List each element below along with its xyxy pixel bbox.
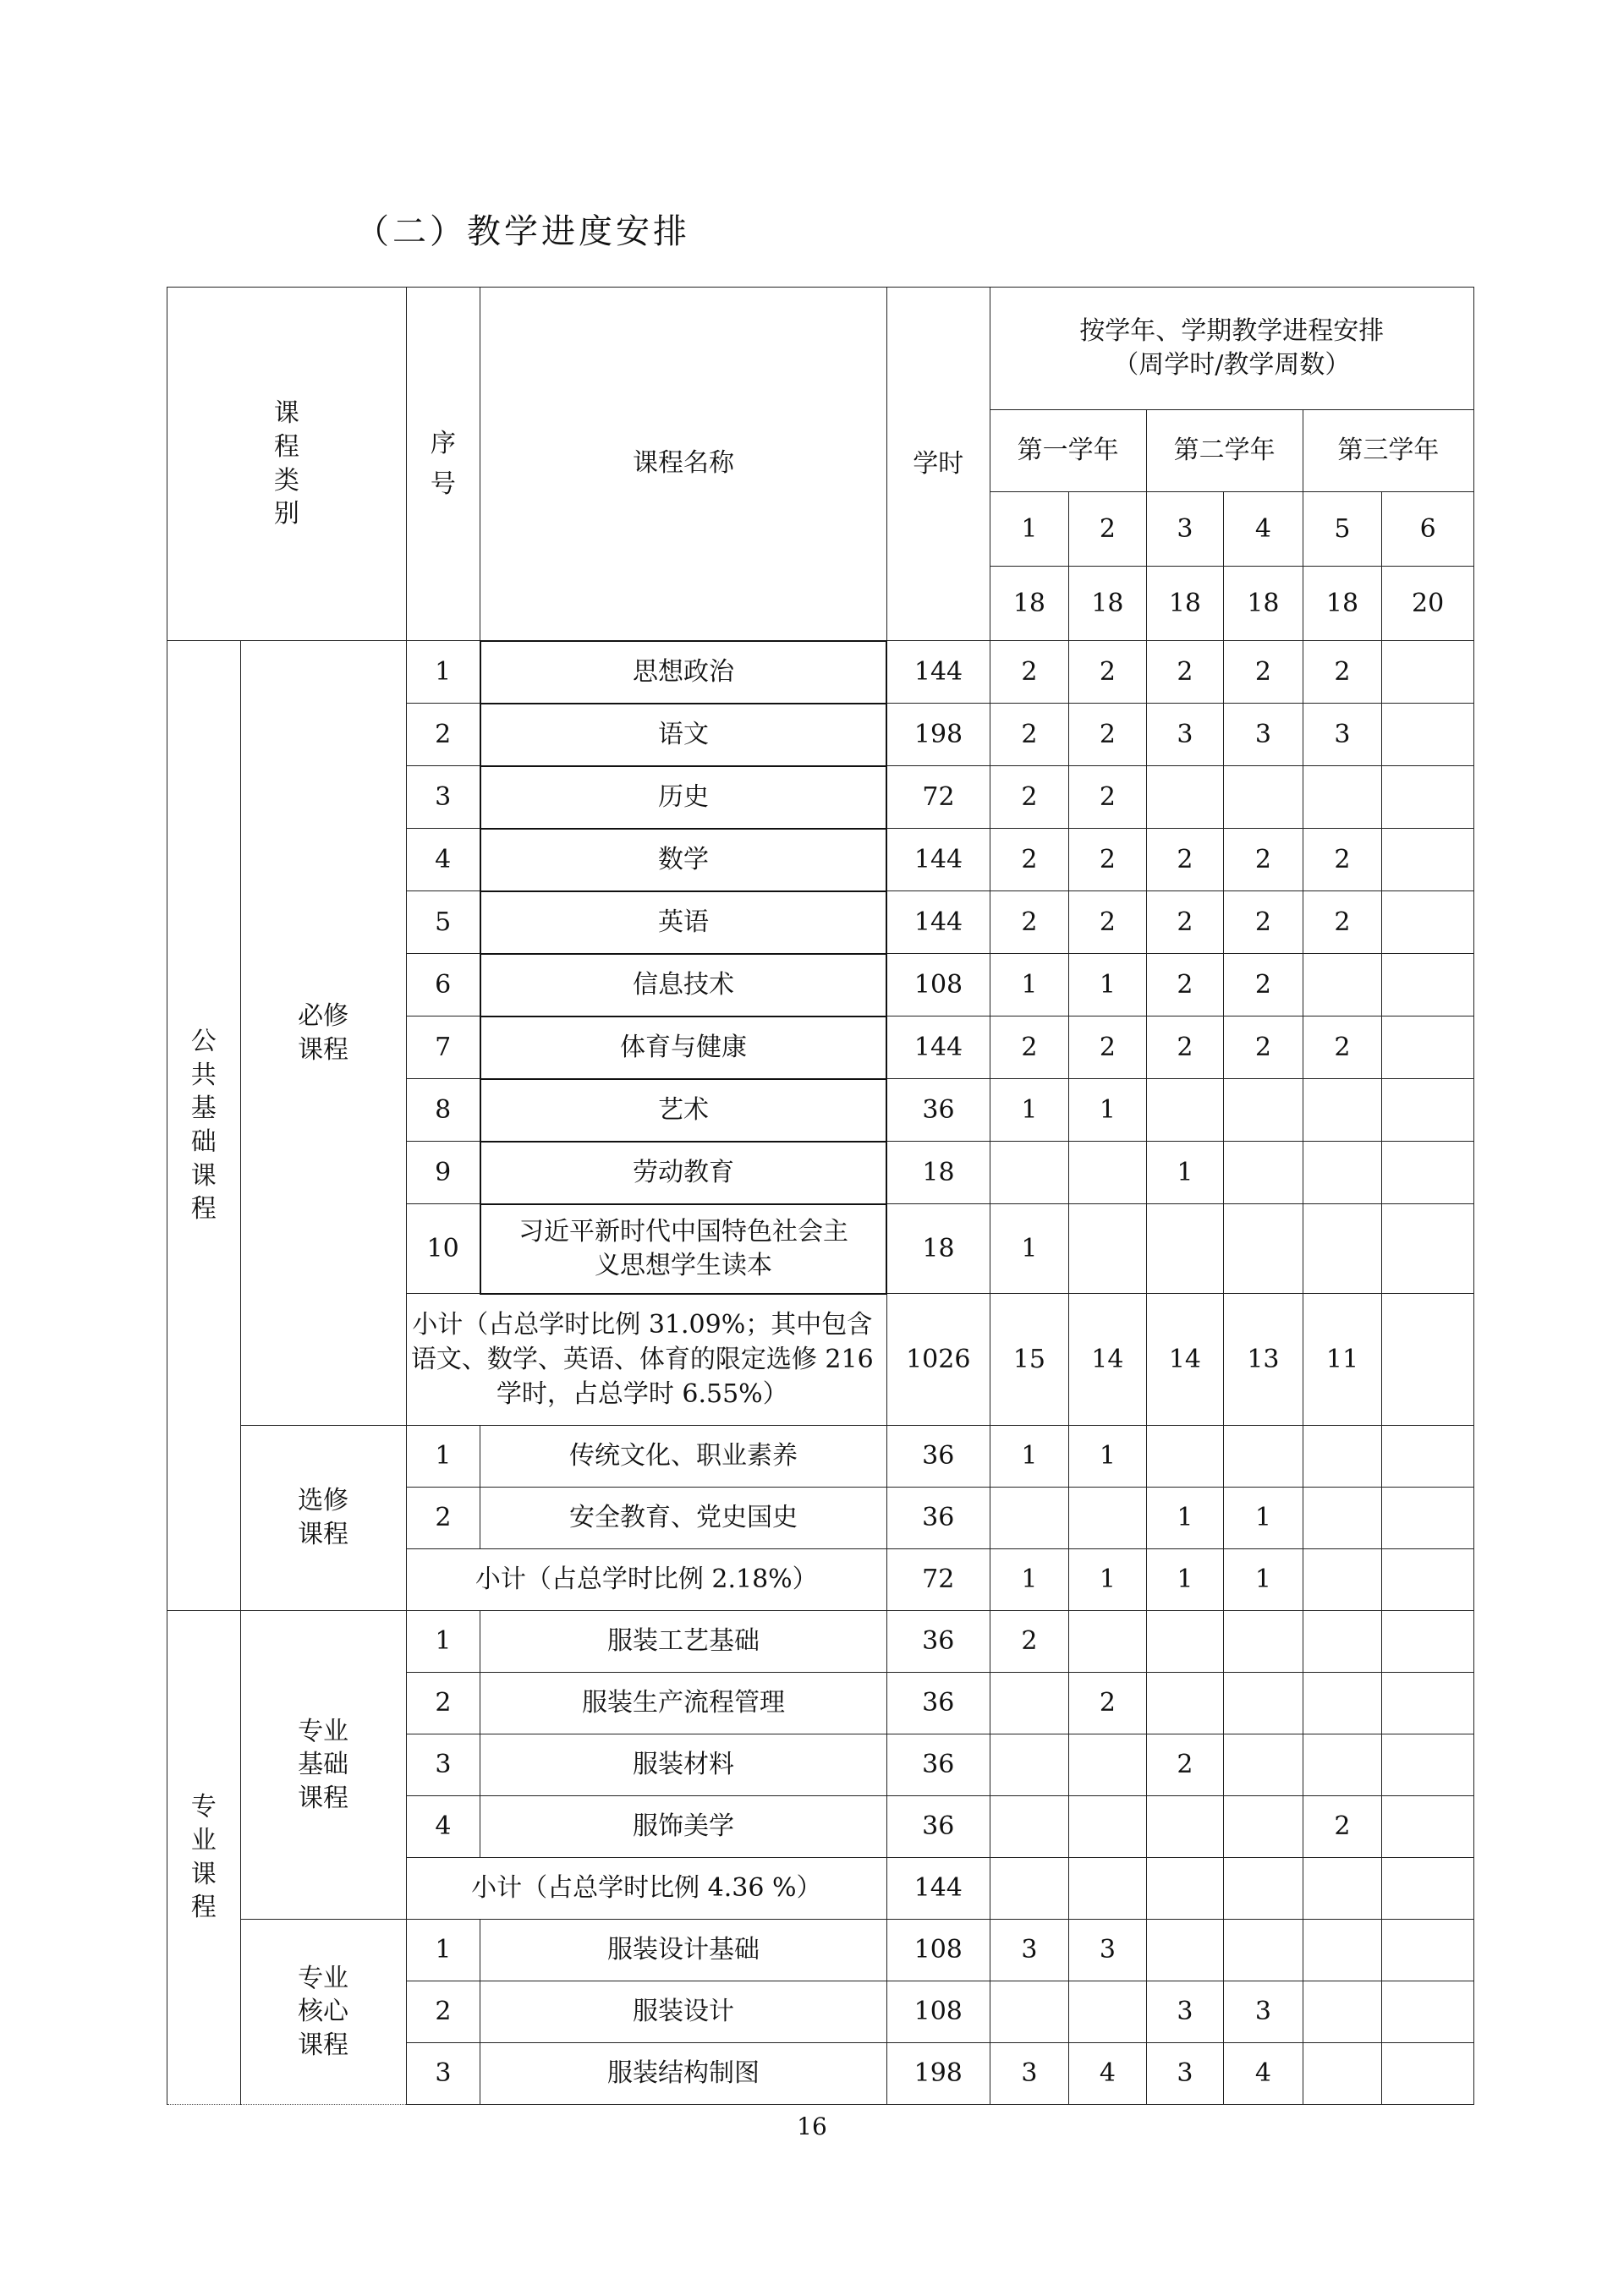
row-course-name: 服装生产流程管理 xyxy=(480,1673,887,1734)
row-sem xyxy=(1382,1016,1474,1079)
row-sem xyxy=(1382,829,1474,891)
row-seq: 3 xyxy=(406,2043,480,2105)
row-seq: 8 xyxy=(406,1079,480,1142)
row-sem xyxy=(1224,1611,1303,1673)
header-schedule xyxy=(990,288,1473,410)
row-hours: 108 xyxy=(886,1981,990,2043)
row-sem: 2 xyxy=(1146,954,1224,1016)
row-sem xyxy=(1069,1734,1147,1796)
row-sem: 3 xyxy=(1224,704,1303,766)
header-year-2: 第二学年 xyxy=(1146,410,1303,492)
group-required-text: 必修课程 xyxy=(298,1000,349,1065)
row-course-name: 数学 xyxy=(480,829,887,891)
row-sem xyxy=(1224,1079,1303,1142)
row-sem: 3 xyxy=(1069,1920,1147,1981)
row-sem: 2 xyxy=(1224,891,1303,954)
row-course-name: 艺术 xyxy=(480,1079,887,1142)
row-sem xyxy=(1303,1079,1382,1142)
row-sem: 1 xyxy=(990,954,1069,1016)
row-seq: 2 xyxy=(406,1673,480,1734)
row-hours: 198 xyxy=(886,2043,990,2105)
row-sem: 1 xyxy=(1224,1488,1303,1549)
group-major-basic xyxy=(240,1611,406,1920)
row-hours: 18 xyxy=(886,1204,990,1294)
major-basic-subtotal-hours: 144 xyxy=(886,1858,990,1920)
header-year-3: 第三学年 xyxy=(1303,410,1473,492)
major-basic-subtotal-sem xyxy=(990,1858,1069,1920)
row-seq: 6 xyxy=(406,954,480,1016)
row-seq: 7 xyxy=(406,1016,480,1079)
row-sem xyxy=(1382,1981,1474,2043)
header-semester-6: 6 xyxy=(1382,492,1474,567)
row-sem xyxy=(1303,766,1382,829)
header-hours: 学时 xyxy=(886,288,990,641)
row-sem xyxy=(1224,1426,1303,1488)
row-sem xyxy=(1069,1488,1147,1549)
row-seq: 1 xyxy=(406,641,480,704)
row-sem xyxy=(1303,1142,1382,1204)
row-sem xyxy=(1382,891,1474,954)
row-sem: 1 xyxy=(990,1079,1069,1142)
header-weeks-3: 18 xyxy=(1146,567,1224,641)
row-sem xyxy=(990,1981,1069,2043)
row-course-name: 服装工艺基础 xyxy=(480,1611,887,1673)
row-hours: 72 xyxy=(886,766,990,829)
group-public-basic xyxy=(167,641,241,1611)
row-sem xyxy=(1382,704,1474,766)
row-hours: 144 xyxy=(886,891,990,954)
row-sem: 2 xyxy=(1069,829,1147,891)
row-sem xyxy=(1303,1488,1382,1549)
group-major-basic-text: 专业基础课程 xyxy=(298,1716,349,1813)
row-sem xyxy=(1146,1204,1224,1294)
row-sem xyxy=(1146,1920,1224,1981)
row-sem: 1 xyxy=(1069,954,1147,1016)
row-hours: 36 xyxy=(886,1488,990,1549)
row-course-name: 英语 xyxy=(480,891,887,954)
row-sem: 3 xyxy=(990,2043,1069,2105)
header-semester-1: 1 xyxy=(990,492,1069,567)
row-hours: 144 xyxy=(886,829,990,891)
group-major xyxy=(167,1611,241,2105)
row-sem: 3 xyxy=(1146,1981,1224,2043)
row-hours: 108 xyxy=(886,1920,990,1981)
major-basic-subtotal-sem xyxy=(1303,1858,1382,1920)
header-category-text: 课程类别 xyxy=(273,398,299,529)
row-sem: 1 xyxy=(1069,1079,1147,1142)
header-semester-3: 3 xyxy=(1146,492,1224,567)
row-course-name: 信息技术 xyxy=(480,954,887,1016)
row-course-name: 思想政治 xyxy=(480,641,887,704)
header-seq-text: 序号 xyxy=(430,428,456,499)
table-body xyxy=(167,641,1474,2105)
row-sem xyxy=(1069,1204,1147,1294)
row-sem xyxy=(1303,954,1382,1016)
group-elective-text: 选修课程 xyxy=(298,1486,349,1549)
row-sem xyxy=(990,1796,1069,1858)
row-sem xyxy=(1224,766,1303,829)
row-sem: 4 xyxy=(1069,2043,1147,2105)
row-sem: 2 xyxy=(1224,641,1303,704)
row-hours: 18 xyxy=(886,1142,990,1204)
row-course-name: 服装材料 xyxy=(480,1734,887,1796)
row-course-name: 体育与健康 xyxy=(480,1016,887,1079)
row-hours: 36 xyxy=(886,1079,990,1142)
row-sem xyxy=(1146,766,1224,829)
row-seq: 10 xyxy=(406,1204,480,1294)
row-course-name: 历史 xyxy=(480,766,887,829)
elective-subtotal-label: 小计（占总学时比例 2.18%） xyxy=(406,1549,886,1611)
group-elective xyxy=(240,1426,406,1611)
row-sem: 4 xyxy=(1224,2043,1303,2105)
required-subtotal-sem: 13 xyxy=(1224,1294,1303,1426)
header-weeks-6: 20 xyxy=(1382,567,1474,641)
elective-subtotal-sem: 1 xyxy=(1224,1549,1303,1611)
row-sem xyxy=(1146,1426,1224,1488)
row-sem: 2 xyxy=(1303,1016,1382,1079)
row-sem xyxy=(1146,1673,1224,1734)
row-course-name: 服装设计 xyxy=(480,1981,887,2043)
header-category xyxy=(167,288,407,641)
row-sem xyxy=(1146,1611,1224,1673)
row-sem xyxy=(1382,1673,1474,1734)
row-sem xyxy=(1069,1981,1147,2043)
required-subtotal-sem xyxy=(1382,1294,1474,1426)
section-title: （二）教学进度安排 xyxy=(355,212,690,251)
row-course-name-text: 习近平新时代中国特色社会主义思想学生读本 xyxy=(518,1216,849,1280)
row-sem xyxy=(990,1142,1069,1204)
header-schedule-sub: （周学时/教学周数） xyxy=(1113,350,1351,380)
row-sem: 2 xyxy=(990,704,1069,766)
row-sem xyxy=(1146,1796,1224,1858)
row-sem xyxy=(1382,1611,1474,1673)
row-hours: 36 xyxy=(886,1734,990,1796)
header-semester-4: 4 xyxy=(1224,492,1303,567)
row-sem: 2 xyxy=(1303,641,1382,704)
row-sem: 2 xyxy=(990,1611,1069,1673)
row-sem: 3 xyxy=(1146,2043,1224,2105)
row-sem: 2 xyxy=(1146,1734,1224,1796)
major-basic-subtotal-sem xyxy=(1146,1858,1224,1920)
row-course-name: 服装结构制图 xyxy=(480,2043,887,2105)
header-year-1: 第一学年 xyxy=(990,410,1146,492)
required-subtotal-hours: 1026 xyxy=(886,1294,990,1426)
required-subtotal-sem: 14 xyxy=(1069,1294,1147,1426)
row-sem xyxy=(1382,1079,1474,1142)
row-sem: 1 xyxy=(1069,1426,1147,1488)
row-sem xyxy=(1382,1142,1474,1204)
major-basic-subtotal-label: 小计（占总学时比例 4.36 %） xyxy=(406,1858,886,1920)
elective-subtotal-sem: 1 xyxy=(1069,1549,1147,1611)
header-weeks-5: 18 xyxy=(1303,567,1382,641)
row-sem: 2 xyxy=(1146,891,1224,954)
row-sem xyxy=(1382,1426,1474,1488)
row-hours: 144 xyxy=(886,641,990,704)
row-sem: 2 xyxy=(1069,891,1147,954)
row-course-name: 服装设计基础 xyxy=(480,1920,887,1981)
row-seq: 2 xyxy=(406,1981,480,2043)
row-sem xyxy=(990,1488,1069,1549)
row-sem xyxy=(1303,1981,1382,2043)
row-course-name: 语文 xyxy=(480,704,887,766)
row-sem xyxy=(1224,1796,1303,1858)
row-sem: 2 xyxy=(990,1016,1069,1079)
row-hours: 36 xyxy=(886,1796,990,1858)
row-sem: 2 xyxy=(1146,641,1224,704)
row-sem xyxy=(1382,954,1474,1016)
row-sem xyxy=(1069,1142,1147,1204)
row-sem xyxy=(1303,1611,1382,1673)
row-sem xyxy=(1382,766,1474,829)
row-sem xyxy=(1382,2043,1474,2105)
row-sem: 3 xyxy=(1146,704,1224,766)
row-sem: 2 xyxy=(1069,641,1147,704)
row-sem: 2 xyxy=(1069,704,1147,766)
required-subtotal-sem: 14 xyxy=(1146,1294,1224,1426)
major-basic-subtotal-sem xyxy=(1382,1858,1474,1920)
row-sem: 3 xyxy=(1224,1981,1303,2043)
row-seq: 2 xyxy=(406,1488,480,1549)
row-hours: 36 xyxy=(886,1611,990,1673)
row-sem xyxy=(1069,1611,1147,1673)
row-hours: 36 xyxy=(886,1673,990,1734)
row-sem xyxy=(1224,1673,1303,1734)
row-sem: 2 xyxy=(990,829,1069,891)
header-seq xyxy=(406,288,480,641)
elective-subtotal-sem: 1 xyxy=(990,1549,1069,1611)
row-sem: 2 xyxy=(1224,1016,1303,1079)
row-sem xyxy=(1382,1796,1474,1858)
row-seq: 2 xyxy=(406,704,480,766)
row-course-name: 传统文化、职业素养 xyxy=(480,1426,887,1488)
elective-subtotal-sem: 1 xyxy=(1146,1549,1224,1611)
row-seq: 4 xyxy=(406,1796,480,1858)
row-seq: 3 xyxy=(406,1734,480,1796)
row-sem: 2 xyxy=(990,766,1069,829)
row-sem: 2 xyxy=(1303,1796,1382,1858)
row-sem: 2 xyxy=(990,891,1069,954)
row-seq: 9 xyxy=(406,1142,480,1204)
row-sem: 2 xyxy=(1069,766,1147,829)
header-weeks-2: 18 xyxy=(1069,567,1147,641)
row-sem xyxy=(1303,1673,1382,1734)
header-schedule-title: 按学年、学期教学进程安排 xyxy=(1079,316,1385,347)
group-major-core xyxy=(240,1920,406,2105)
row-sem xyxy=(1382,1734,1474,1796)
row-sem: 2 xyxy=(990,641,1069,704)
row-hours: 36 xyxy=(886,1426,990,1488)
row-sem: 2 xyxy=(1146,829,1224,891)
row-sem xyxy=(1303,1920,1382,1981)
row-sem: 2 xyxy=(1146,1016,1224,1079)
page-number: 16 xyxy=(797,2112,827,2140)
row-seq: 3 xyxy=(406,766,480,829)
row-sem xyxy=(1382,641,1474,704)
row-seq: 1 xyxy=(406,1426,480,1488)
row-seq: 4 xyxy=(406,829,480,891)
row-sem: 2 xyxy=(1069,1673,1147,1734)
row-sem: 1 xyxy=(1146,1142,1224,1204)
row-hours: 144 xyxy=(886,1016,990,1079)
table-header xyxy=(167,288,1474,641)
row-sem xyxy=(1303,1426,1382,1488)
row-sem: 2 xyxy=(1303,891,1382,954)
row-seq: 1 xyxy=(406,1920,480,1981)
required-subtotal-sem: 11 xyxy=(1303,1294,1382,1426)
row-course-name: 安全教育、党史国史 xyxy=(480,1488,887,1549)
row-sem: 1 xyxy=(990,1426,1069,1488)
header-course-name: 课程名称 xyxy=(480,288,887,641)
group-public-basic-text: 公共基础课程 xyxy=(190,1027,217,1225)
required-subtotal-label: 小计（占总学时比例 31.09%；其中包含语文、数学、英语、体育的限定选修 216 学时，占总学时 6.55%） xyxy=(406,1294,886,1426)
row-sem: 2 xyxy=(1224,954,1303,1016)
major-basic-subtotal-sem xyxy=(1069,1858,1147,1920)
row-sem: 3 xyxy=(1303,704,1382,766)
row-course-name xyxy=(480,1204,887,1294)
row-sem xyxy=(1303,1734,1382,1796)
row-sem: 3 xyxy=(990,1920,1069,1981)
required-subtotal-sem: 15 xyxy=(990,1294,1069,1426)
row-seq: 5 xyxy=(406,891,480,954)
row-sem: 2 xyxy=(1224,829,1303,891)
row-sem xyxy=(990,1734,1069,1796)
row-sem xyxy=(1224,1142,1303,1204)
row-sem xyxy=(1146,1079,1224,1142)
header-semester-2: 2 xyxy=(1069,492,1147,567)
schedule-table xyxy=(167,287,1474,2105)
row-sem xyxy=(990,1673,1069,1734)
row-sem xyxy=(1382,1488,1474,1549)
group-major-text: 专业课程 xyxy=(190,1792,217,1923)
row-course-name: 服饰美学 xyxy=(480,1796,887,1858)
row-sem xyxy=(1224,1920,1303,1981)
row-sem: 2 xyxy=(1303,829,1382,891)
elective-subtotal-sem xyxy=(1303,1549,1382,1611)
group-major-core-text: 专业核心课程 xyxy=(298,1963,349,2060)
row-sem xyxy=(1069,1796,1147,1858)
group-required xyxy=(240,641,406,1426)
header-weeks-1: 18 xyxy=(990,567,1069,641)
header-semester-5: 5 xyxy=(1303,492,1382,567)
row-sem xyxy=(1382,1204,1474,1294)
elective-subtotal-hours: 72 xyxy=(886,1549,990,1611)
row-sem xyxy=(1224,1204,1303,1294)
elective-subtotal-sem xyxy=(1382,1549,1474,1611)
row-sem: 1 xyxy=(1146,1488,1224,1549)
row-course-name: 劳动教育 xyxy=(480,1142,887,1204)
row-sem xyxy=(1224,1734,1303,1796)
row-sem xyxy=(1303,1204,1382,1294)
row-sem: 2 xyxy=(1069,1016,1147,1079)
header-weeks-4: 18 xyxy=(1224,567,1303,641)
row-hours: 108 xyxy=(886,954,990,1016)
row-seq: 1 xyxy=(406,1611,480,1673)
row-hours: 198 xyxy=(886,704,990,766)
row-sem xyxy=(1382,1920,1474,1981)
row-sem: 1 xyxy=(990,1204,1069,1294)
row-sem xyxy=(1303,2043,1382,2105)
major-basic-subtotal-sem xyxy=(1224,1858,1303,1920)
